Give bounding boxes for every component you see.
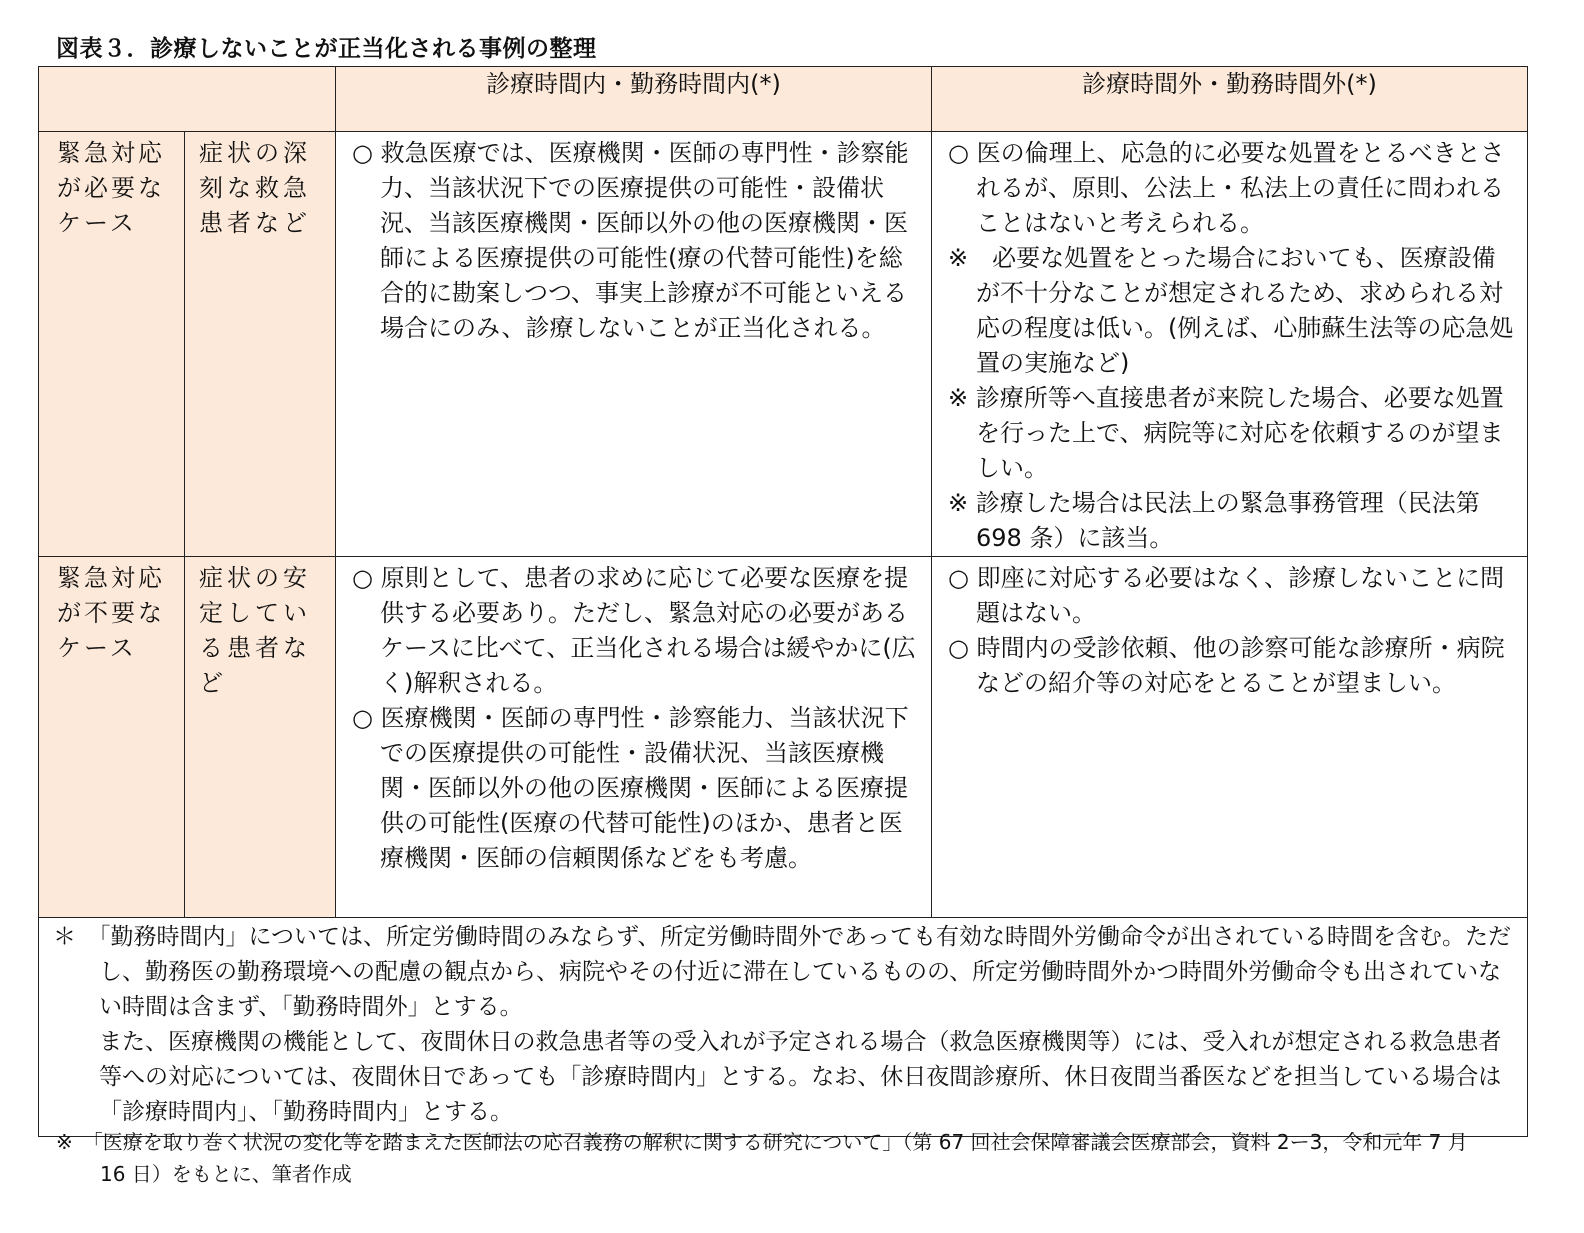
table-row-non-urgent: [39, 557, 1528, 918]
note-emergency: また、医療機関の機能として、夜間休日の救急患者等の受入れが予定される場合（救急医療機関等）には、受入れが想定される救急患者等への対応については、夜間休日であっても「診療時間内」とする。なお、休日夜間診療所、休日夜間当番医などを担当している場合は「診療時間内」、「勤務時間内」とする。: [99, 1029, 1502, 1125]
header-empty-cell: [39, 67, 336, 132]
cases-table: [38, 66, 1528, 1137]
out-hours-urgent-cell: [932, 132, 1528, 557]
header-out-hours: 診療時間外・勤務時間外(*): [932, 67, 1528, 132]
source-note: [56, 1126, 1496, 1190]
list-item: ○ 原則として、患者の求めに応じて必要な医療を提供する必要あり。ただし、緊急対応の必要があるケースに比べて、正当化される場合は緩やかに(広く)解釈される。: [352, 564, 916, 697]
list-item: ○ 時間内の受診依頼、他の診察可能な診療所・病院などの紹介等の対応をとることが望ましい。: [948, 634, 1505, 697]
header-in-hours: 診療時間内・勤務時間内(*): [336, 67, 932, 132]
list-item: ※ 診療所等へ直接患者が来院した場合、必要な処置を行った上で、病院等に対応を依頼するのが望ましい。: [948, 384, 1504, 482]
in-hours-non-urgent-cell: [336, 557, 932, 918]
in-hours-urgent-cell: [336, 132, 932, 557]
symptom-urgent: 症状の深刻な救急患者など: [185, 132, 336, 557]
list-item: ○ 医の倫理上、応急的に必要な処置をとるべきとされるが、原則、公法上・私法上の責任に問われることはないと考えられる。: [948, 139, 1505, 237]
list-item: ○ 即座に対応する必要はなく、診療しないことに問題はない。: [948, 564, 1505, 627]
symptom-non-urgent: 症状の安定している患者など: [185, 557, 336, 918]
list-item: ※ 必要な処置をとった場合においても、医療設備が不十分なことが想定されるため、求められる対応の程度は低い。(例えば、心肺蘇生法等の応急処置の実施など): [948, 244, 1514, 377]
category-non-urgent: 緊急対応が不要なケース: [39, 557, 185, 918]
table-note-row: [39, 918, 1528, 1137]
list-item: ※ 診療した場合は民法上の緊急事務管理（民法第 698 条）に該当。: [948, 489, 1480, 552]
out-hours-non-urgent-cell: [932, 557, 1528, 918]
table-header-row: [39, 67, 1528, 132]
source-text: ※ 「医療を取り巻く状況の変化等を踏まえた医師法の応召義務の解釈に関する研究について」（第 67 回社会保障審議会医療部会，資料 2ー3，令和元年 7 月 16 日）をもとに、筆者作成: [56, 1130, 1468, 1186]
list-item: ○ 救急医療では、医療機関・医師の専門性・診察能力、当該状況下での医療提供の可能性・設備状況、当該医療機関・医師以外の他の医療機関・医師による医療提供の可能性(療の代替可能性)を総合的に勘案しつつ、事実上診療が不可能といえる場合にのみ、診療しないことが正当化される。: [352, 139, 909, 342]
page-title: 図表３．診療しないことが正当化される事例の整理: [56, 36, 597, 62]
category-urgent: 緊急対応が必要なケース: [39, 132, 185, 557]
list-item: ○ 医療機関・医師の専門性・診察能力、当該状況下での医療提供の可能性・設備状況、当該医療機関・医師以外の他の医療機関・医師による医療提供の可能性(医療の代替可能性)のほか、患者と医療機関・医師の信頼関係などをも考慮。: [352, 704, 909, 872]
note-definition: ＊ 「勤務時間内」については、所定労働時間のみならず、所定労働時間外であっても有効な時間外労働命令が出されている時間を含む。ただし、勤務医の勤務環境への配慮の観点から、病院やその付近に滞在しているものの、所定労働時間外かつ時間外労働命令も出されていない時間は含まず、「勤務時間外」とする。: [53, 924, 1511, 1020]
table-note: [39, 918, 1528, 1137]
table-row-urgent: [39, 132, 1528, 557]
